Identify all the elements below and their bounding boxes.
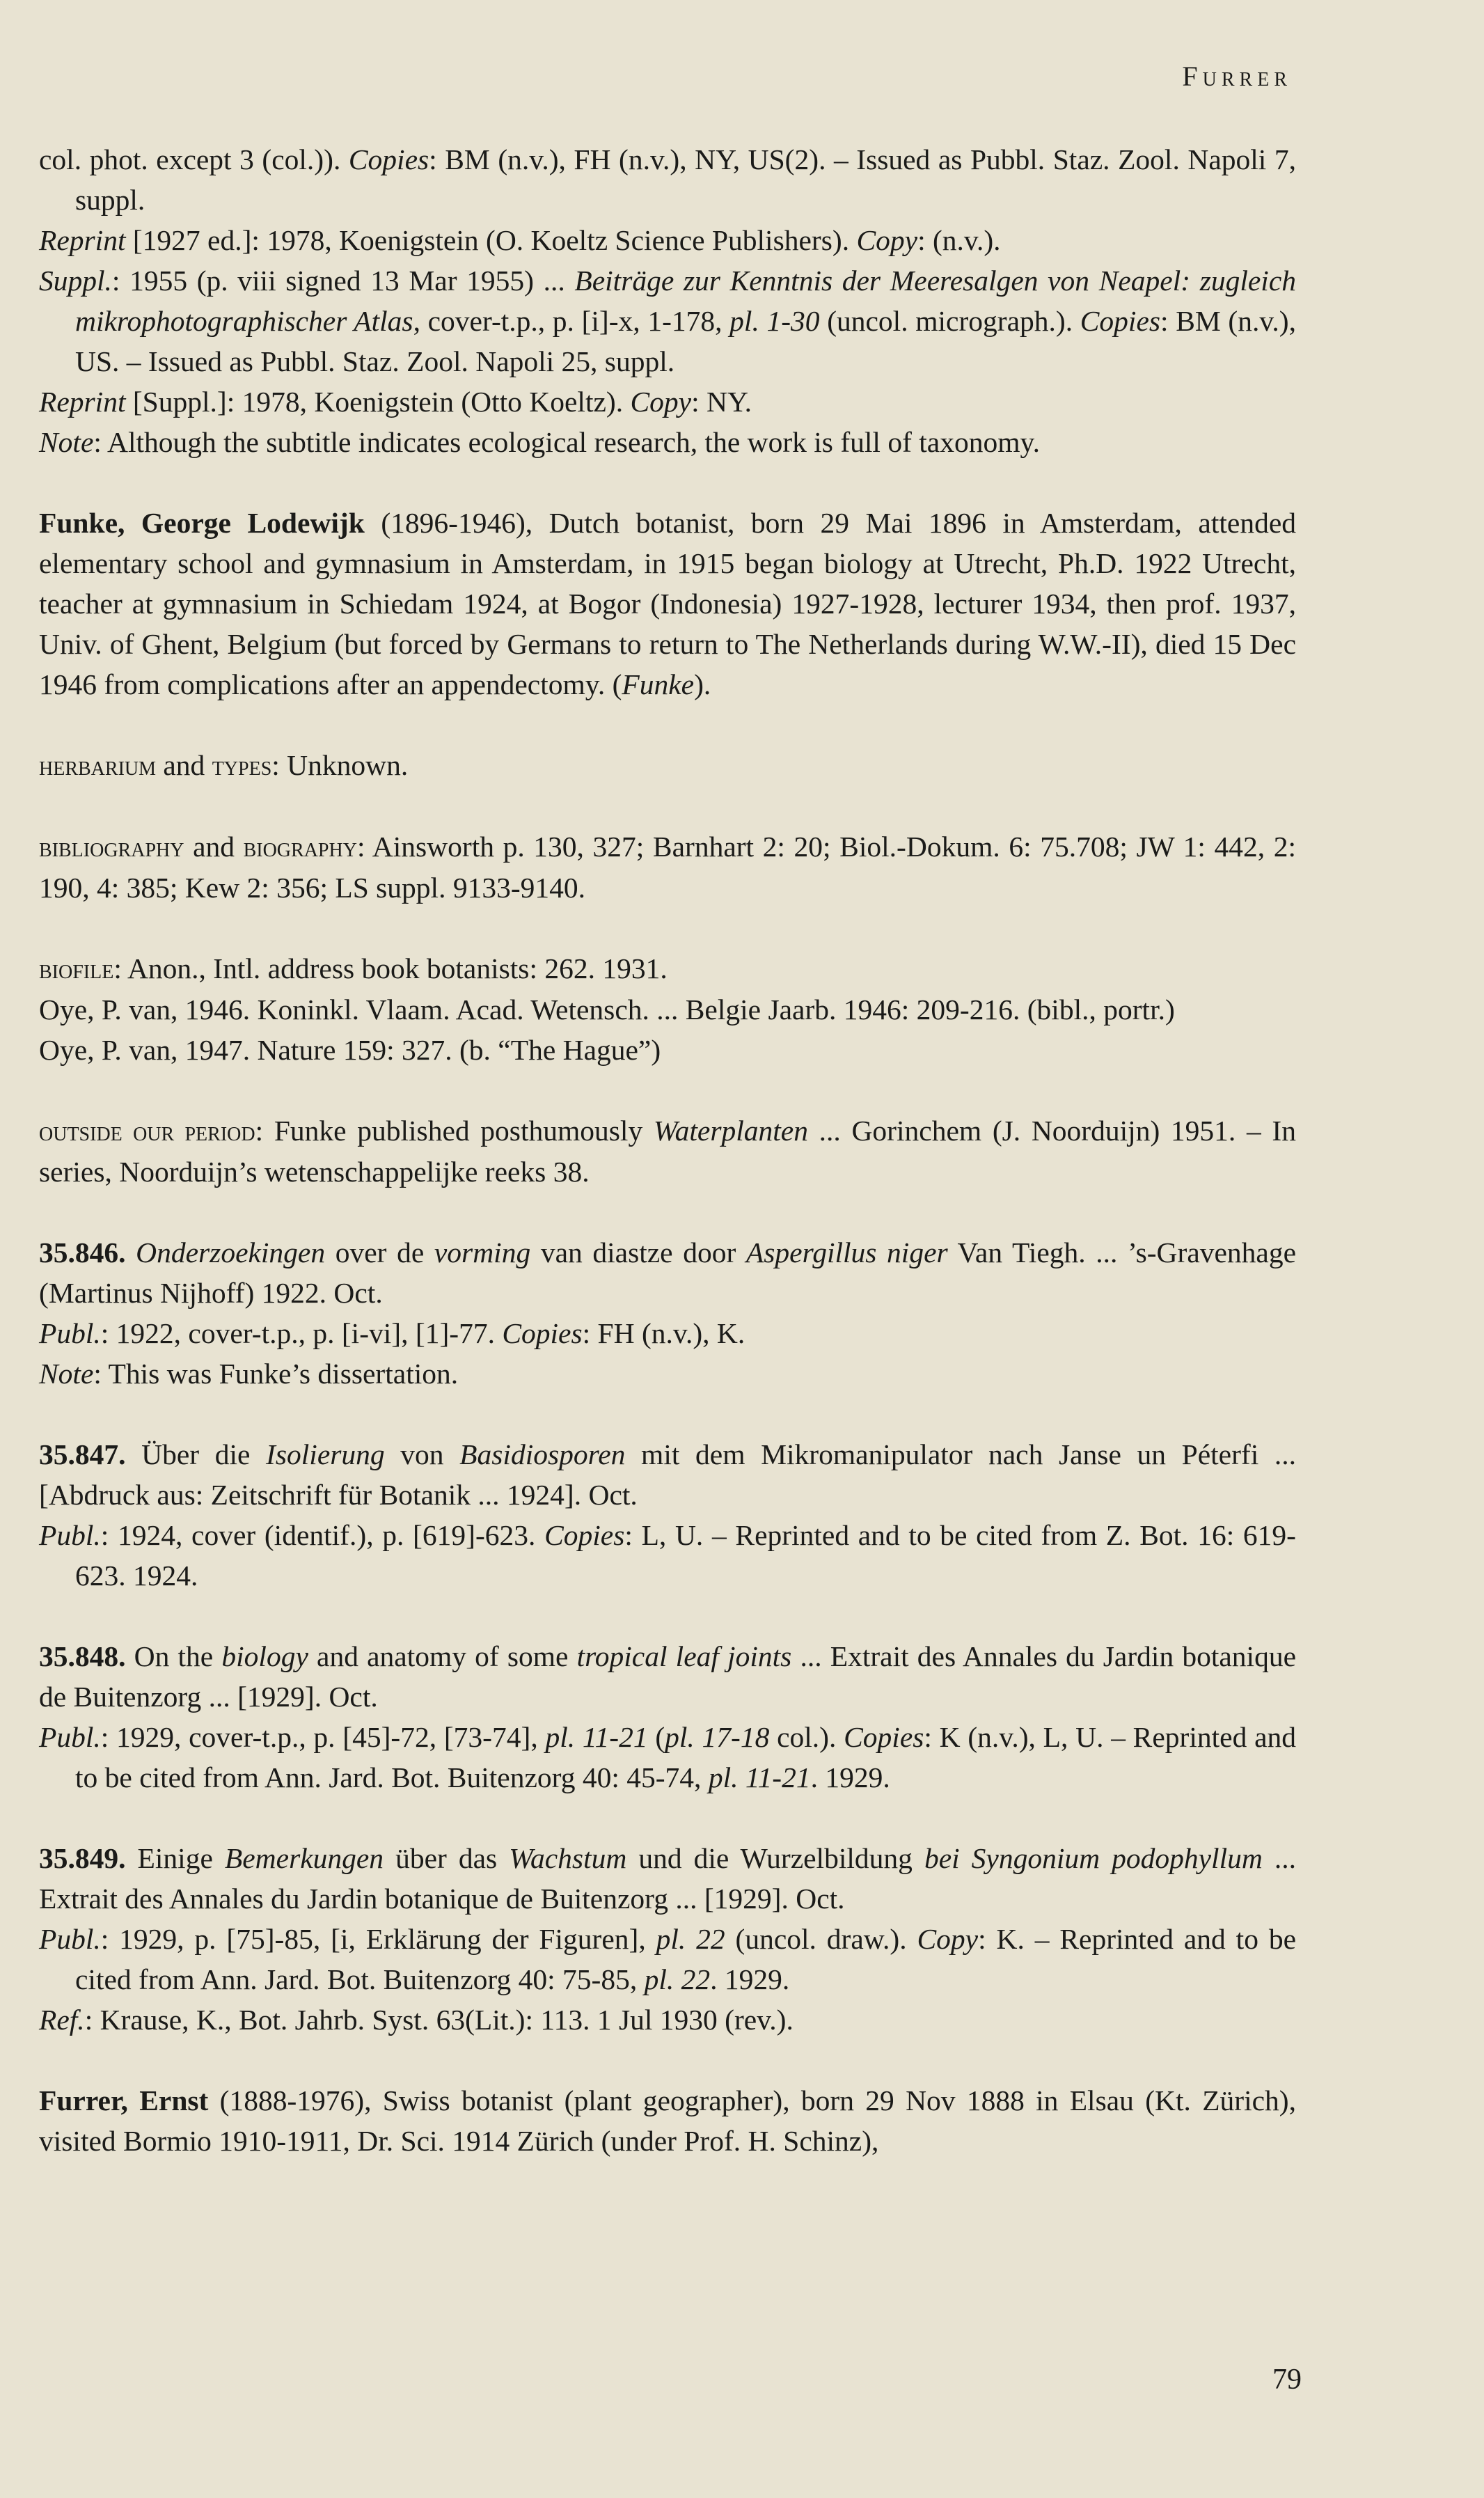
- section-label: herbarium: [39, 750, 157, 781]
- running-head: Furrer: [1182, 61, 1292, 92]
- outside-period-section: [39, 1110, 1296, 1192]
- text: ... Extrait des Annales du Jardin botanique de Buitenzorg ... [1929]. Oct.: [39, 1842, 1296, 1915]
- text-italic: Publ.: [39, 1519, 101, 1551]
- text-italic: pl. 22: [644, 1963, 711, 1995]
- section-label: bibliography: [39, 831, 184, 863]
- text-italic: Publ.: [39, 1317, 101, 1349]
- text: mit dem Mikromanipulator nach Janse un Péterfi ... [Abdruck aus: Zeitschrift für Botanik ... 1924]. Oct.: [39, 1438, 1296, 1511]
- entry-number: 35.848.: [39, 1640, 126, 1672]
- text: : K. – Reprinted and to be cited from Ann. Jard. Bot. Buitenzorg 40: 75-85,: [75, 1923, 1296, 1995]
- text-italic: vorming: [434, 1236, 531, 1268]
- text: : NY.: [691, 386, 752, 418]
- supplement-note: [39, 260, 1296, 382]
- text: , cover-t.p., p. [i]-x, 1-178,: [413, 305, 730, 337]
- text: : 1929, cover-t.p., p. [45]-72, [73-74],: [100, 1721, 546, 1753]
- text-italic: Reprint: [39, 224, 126, 256]
- text-italic: Aspergillus niger: [745, 1236, 948, 1268]
- text-italic: Wachstum: [509, 1842, 627, 1874]
- text-italic: pl. 17-18: [665, 1721, 770, 1753]
- text: Über die: [125, 1438, 267, 1470]
- page-number: 79: [1272, 2364, 1302, 2396]
- reprint-note: [39, 220, 1296, 260]
- text-italic: pl. 11-21: [545, 1721, 648, 1753]
- text-italic: Note: [39, 1358, 94, 1390]
- text: : Unknown.: [271, 749, 409, 781]
- text: : 1924, cover (identif.), p. [619]-623.: [100, 1519, 545, 1551]
- text: : L, U. – Reprinted and to be cited from Z. Bot. 16: 619-623. 1924.: [75, 1519, 1296, 1592]
- text: : BM (n.v.), FH (n.v.), NY, US(2). – Issued as Pubbl. Staz. Zool. Napoli 7, suppl.: [75, 143, 1296, 216]
- text: ... Extrait des Annales du Jardin botanique de Buitenzorg ... [1929]. Oct.: [39, 1640, 1297, 1713]
- text-italic: Copy: [856, 224, 918, 256]
- text: (1888-1976), Swiss botanist (plant geographer), born 29 Nov 1888 in Elsau (Kt. Zürich), visited Bormio 1910-1911, Dr. Sci. 1914 Zürich (under Prof. H. Schinz),: [39, 2084, 1297, 2157]
- text-italic: Basidiosporen: [459, 1438, 626, 1470]
- text-italic: Note: [39, 426, 94, 458]
- text: : Anon., Intl. address book botanists: 262. 1931.: [113, 952, 668, 984]
- text-italic: Copies: [1080, 305, 1161, 337]
- text-italic: Bemerkungen: [224, 1842, 384, 1874]
- page-content: [39, 139, 1296, 2161]
- text: ... Gorinchem (J. Noorduijn) 1951. – In series, Noorduijn’s wetenschappelijke reeks 38.: [39, 1115, 1296, 1188]
- text-italic: Copies: [544, 1519, 625, 1551]
- text: (: [647, 1721, 665, 1753]
- entry-number: 35.846.: [39, 1236, 126, 1268]
- publication-line: [39, 1717, 1296, 1798]
- text: von: [384, 1438, 460, 1470]
- text-italic: Reprint: [39, 386, 126, 418]
- taxonomy-note: [39, 422, 1296, 462]
- text: : BM (n.v.), US. – Issued as Pubbl. Staz. Zool. Napoli 25, suppl.: [75, 305, 1296, 377]
- text: : Funke published posthumously: [255, 1115, 654, 1147]
- text-italic: pl. 11-21: [708, 1761, 811, 1793]
- text-italic: Suppl.: [39, 265, 112, 297]
- text-italic: Copies: [844, 1721, 924, 1753]
- section-label: biography: [243, 831, 357, 863]
- text: : K (n.v.), L, U. – Reprinted and to be cited from Ann. Jard. Bot. Buitenzorg 40: 45-74,: [75, 1721, 1296, 1793]
- text-italic: Beiträge zur Kenntnis der Meeresalgen von Neapel: zugleich mikrophotographischer Atlas: [75, 265, 1296, 337]
- section-label: types: [212, 750, 272, 781]
- text-italic: tropical leaf joints: [576, 1640, 792, 1672]
- text-italic: Isolierung: [266, 1438, 385, 1470]
- text: : 1929, p. [75]-85, [i, Erklärung der Figuren],: [100, 1923, 656, 1955]
- reference-line: [39, 2000, 1296, 2040]
- text-italic: Publ.: [39, 1923, 101, 1955]
- text: : Ainsworth p. 130, 327; Barnhart 2: 20; Biol.-Dokum. 6: 75.708; JW 1: 442, 2: 190, 4: 385; Kew 2: 356; LS suppl. 9133-9140.: [39, 831, 1296, 904]
- text-italic: Funke: [622, 668, 695, 700]
- text: (uncol. micrograph.).: [819, 305, 1080, 337]
- text: : This was Funke’s dissertation.: [93, 1358, 459, 1390]
- text-italic: Copies: [348, 143, 429, 175]
- text: : 1955 (p. viii signed 13 Mar 1955) ...: [111, 265, 575, 297]
- entry-number: 35.847.: [39, 1438, 126, 1470]
- text-italic: pl. 1-30: [729, 305, 820, 337]
- text-italic: Ref.: [39, 2004, 85, 2036]
- text: Einige: [125, 1842, 225, 1874]
- funke-biography: [39, 503, 1296, 705]
- text: . 1929.: [810, 1761, 890, 1793]
- biofile-entry: Oye, P. van, 1946. Koninkl. Vlaam. Acad. Wetensch. ... Belgie Jaarb. 1946: 209-216. (bibl., portr.): [39, 993, 1175, 1026]
- text-italic: pl. 22: [656, 1923, 725, 1955]
- entry-35-846: [39, 1232, 1296, 1313]
- entry-35-849: [39, 1838, 1296, 1919]
- text: ).: [694, 668, 711, 700]
- section-label: outside our period: [39, 1115, 255, 1147]
- text-italic: Copies: [502, 1317, 583, 1349]
- entry-35-847: [39, 1434, 1296, 1515]
- text: and: [184, 831, 244, 863]
- entry-number: 35.849.: [39, 1842, 126, 1874]
- text: over de: [325, 1236, 434, 1268]
- text-italic: Publ.: [39, 1721, 101, 1753]
- biofile-section: [39, 948, 1296, 989]
- text-italic: bei Syngonium podophyllum: [924, 1842, 1263, 1874]
- text: col. phot. except 3 (col.)).: [39, 143, 349, 175]
- text: [1927 ed.]: 1978, Koenigstein (O. Koeltz Science Publishers).: [125, 224, 857, 256]
- text: und die Wurzelbildung: [626, 1842, 924, 1874]
- bibliography-section: [39, 826, 1296, 908]
- reprint-supplement-note: [39, 382, 1296, 422]
- text-italic: biology: [221, 1640, 308, 1672]
- text: van diastze door: [530, 1236, 746, 1268]
- author-name: Funke, George Lodewijk: [39, 507, 365, 539]
- text: (uncol. draw.).: [725, 1923, 917, 1955]
- biofile-entry: Oye, P. van, 1947. Nature 159: 327. (b. “The Hague”): [39, 1034, 661, 1066]
- text: : Krause, K., Bot. Jahrb. Syst. 63(Lit.): 113. 1 Jul 1930 (rev.).: [84, 2004, 794, 2036]
- text-italic: Copy: [917, 1923, 979, 1955]
- text: . 1929.: [710, 1963, 790, 1995]
- section-label: biofile: [39, 953, 114, 984]
- herbarium-section: [39, 745, 1296, 786]
- text: : Although the subtitle indicates ecological research, the work is full of taxonomy.: [93, 426, 1040, 458]
- text: (1896-1946), Dutch botanist, born 29 Mai 1896 in Amsterdam, attended elementary school and gymnasium in Amsterdam, in 1915 began biology at Utrecht, Ph.D. 1922 Utrecht, teacher at gymnasium in Schiedam 1924, at Bogor (Indonesia) 1927-1928, lecturer 1934, then prof. 1937, Univ. of Ghent, Belgium (but forced by Germans to return to The Netherlands during W.W.-II), died 15 Dec 1946 from complications after an appendectomy. (: [39, 507, 1296, 700]
- text: col.).: [769, 1721, 844, 1753]
- text: On the: [125, 1640, 222, 1672]
- text: über das: [384, 1842, 510, 1874]
- publication-line: [39, 1919, 1296, 2000]
- text: and anatomy of some: [308, 1640, 577, 1672]
- text-italic: Onderzoekingen: [136, 1236, 326, 1268]
- publication-line: [39, 1515, 1296, 1596]
- text: and: [156, 749, 212, 781]
- text: : 1922, cover-t.p., p. [i-vi], [1]-77.: [100, 1317, 503, 1349]
- entry-35-848: [39, 1636, 1296, 1717]
- text-italic: Copy: [630, 386, 692, 418]
- text: [Suppl.]: 1978, Koenigstein (Otto Koeltz).: [125, 386, 631, 418]
- text: : FH (n.v.), K.: [582, 1317, 745, 1349]
- text-italic: Waterplanten: [653, 1115, 808, 1147]
- furrer-biography: [39, 2080, 1296, 2161]
- note-line: [39, 1353, 1296, 1394]
- text: Van Tiegh. ... ’s-Gravenhage (Martinus Nijhoff) 1922. Oct.: [39, 1236, 1297, 1309]
- publication-line: [39, 1313, 1296, 1353]
- text: : (n.v.).: [917, 224, 1001, 256]
- paragraph-continuation: [39, 139, 1296, 220]
- author-name: Furrer, Ernst: [39, 2084, 209, 2116]
